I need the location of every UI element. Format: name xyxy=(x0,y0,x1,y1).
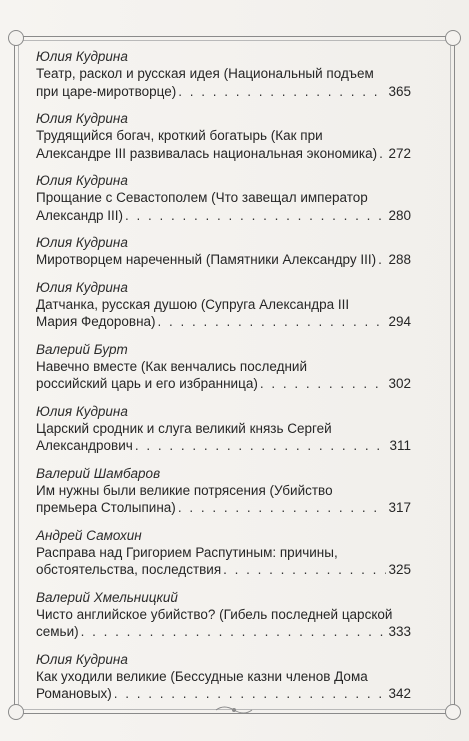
dot-leader xyxy=(223,561,386,579)
toc-entry xyxy=(36,527,411,579)
entry-author: Юлия Кудрина xyxy=(36,111,128,126)
entry-title-line: Царский сродник и слуга великий князь Сергей xyxy=(36,420,332,436)
entry-title-line: Датчанка, русская душою (Супруга Александра III xyxy=(36,296,350,312)
entry-title-text: Александре III развивалась национальная экономика) xyxy=(36,145,378,161)
entry-title-last-line xyxy=(36,499,411,517)
entry-author: Юлия Кудрина xyxy=(36,173,128,188)
entry-author: Юлия Кудрина xyxy=(36,403,128,419)
dot-leader xyxy=(260,375,387,393)
page-number: 288 xyxy=(388,252,411,267)
toc-entry xyxy=(36,234,411,269)
entry-title-line: Чисто английское убийство? (Гибель последней царской xyxy=(36,606,393,622)
entry-author: Юлия Кудрина xyxy=(36,49,128,64)
dot-leader xyxy=(135,437,388,455)
entry-title-text: премьера Столыпина) xyxy=(36,500,176,515)
entry-title-text: Александр III) xyxy=(36,207,124,223)
entry-title-last-line xyxy=(36,83,411,101)
entry-title-text: Романовых) xyxy=(36,686,112,701)
page-number: 342 xyxy=(388,686,411,701)
toc-entry xyxy=(36,403,411,455)
toc-entry xyxy=(36,589,411,641)
entry-title-line: Трудящийся богач, кроткий богатырь (Как при xyxy=(36,128,323,143)
corner-ornament xyxy=(8,30,24,46)
toc-entry xyxy=(36,279,411,331)
entry-author: Юлия Кудрина xyxy=(36,651,128,667)
entry-title-last-line xyxy=(36,623,411,641)
entry-title-text: при царе-миротворце) xyxy=(36,83,177,99)
page-number: 280 xyxy=(388,207,411,223)
entry-title-last-line xyxy=(36,313,411,331)
entry-title-text: российский царь и его избранница) xyxy=(36,376,258,391)
corner-ornament xyxy=(8,704,24,720)
dot-leader xyxy=(81,623,387,641)
entry-title-text: Миротворцем нареченный (Памятники Александру III) xyxy=(36,252,377,267)
dot-leader xyxy=(178,499,387,517)
page-number: 317 xyxy=(388,500,411,515)
entry-title-last-line xyxy=(36,561,411,579)
entry-title-line: Прощание с Севастополем (Что завещал император xyxy=(36,190,368,205)
toc-entry xyxy=(36,341,411,393)
entry-author: Валерий Хмельницкий xyxy=(36,589,178,605)
corner-ornament xyxy=(445,30,461,46)
entry-title-last-line xyxy=(36,375,411,393)
toc-entry xyxy=(36,465,411,517)
dot-leader xyxy=(158,313,387,331)
dot-leader xyxy=(378,251,386,269)
entry-title-line: Расправа над Григорием Распутиным: причины, xyxy=(36,544,338,560)
entry-title-line: Как уходили великие (Бессудные казни членов Дома xyxy=(36,668,368,684)
page-number: 302 xyxy=(388,376,411,391)
entry-title-last-line xyxy=(36,437,411,455)
entry-title-last-line xyxy=(36,207,411,225)
entry-title-text: обстоятельства, последствия xyxy=(36,562,222,577)
corner-ornament xyxy=(445,704,461,720)
entry-author: Юлия Кудрина xyxy=(36,279,128,295)
entry-title-last-line xyxy=(36,251,411,269)
page-number: 365 xyxy=(388,83,411,99)
entry-title-last-line xyxy=(36,685,411,703)
dot-leader xyxy=(178,83,386,101)
toc-entry xyxy=(36,651,411,703)
page-number: 272 xyxy=(388,145,411,161)
entry-title-line: Театр, раскол и русская идея (Национальный подъем xyxy=(36,66,374,81)
dot-leader xyxy=(125,207,386,225)
entry-author: Валерий Бурт xyxy=(36,341,128,357)
page-number: 333 xyxy=(388,624,411,639)
toc-entry xyxy=(36,172,411,224)
entry-title-text: семьи) xyxy=(36,624,79,639)
entry-author: Юлия Кудрина xyxy=(36,235,128,250)
entry-title-text: Александрович xyxy=(36,438,133,453)
entry-author: Андрей Самохин xyxy=(36,527,142,543)
entry-title-line: Им нужны были великие потрясения (Убийство xyxy=(36,482,333,498)
entry-title-line: Навечно вместе (Как венчались последний xyxy=(36,358,308,374)
entry-title-last-line xyxy=(36,145,411,163)
entry-title-text: Мария Федоровна) xyxy=(36,314,156,329)
entry-author: Валерий Шамбаров xyxy=(36,465,161,481)
toc-entry xyxy=(36,110,411,162)
toc-entry xyxy=(36,48,411,100)
page-number: 294 xyxy=(388,314,411,329)
dot-leader xyxy=(114,685,387,703)
dot-leader xyxy=(379,145,386,163)
page-number: 325 xyxy=(388,562,411,577)
page-number: 311 xyxy=(389,438,411,453)
table-of-contents xyxy=(36,48,411,713)
